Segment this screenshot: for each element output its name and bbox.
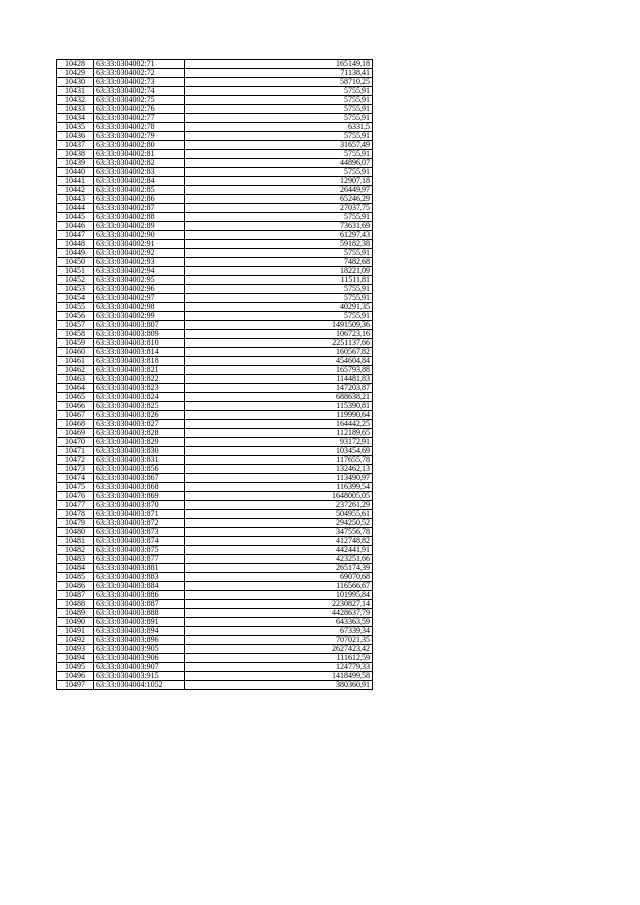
table-row — [57, 645, 373, 654]
cadastral-number-cell: 63:33:0304003:823 — [94, 384, 185, 393]
table-row — [57, 357, 373, 366]
table-row — [57, 555, 373, 564]
cadastral-number-cell: 63:33:0304003:830 — [94, 447, 185, 456]
row-number-cell: 10496 — [57, 672, 94, 681]
value-cell: 61297,43 — [185, 231, 373, 240]
value-cell: 5755,91 — [185, 105, 373, 114]
table-row — [57, 222, 373, 231]
row-number-cell: 10442 — [57, 186, 94, 195]
row-number-cell: 10468 — [57, 420, 94, 429]
row-number-cell: 10440 — [57, 168, 94, 177]
row-number-cell: 10430 — [57, 78, 94, 87]
row-number-cell: 10473 — [57, 465, 94, 474]
cadastral-number-cell: 63:33:0304002:78 — [94, 123, 185, 132]
table-row — [57, 618, 373, 627]
table-row — [57, 456, 373, 465]
cadastral-number-cell: 63:33:0304003:856 — [94, 465, 185, 474]
cadastral-number-cell: 63:33:0304002:90 — [94, 231, 185, 240]
table-row — [57, 186, 373, 195]
row-number-cell: 10463 — [57, 375, 94, 384]
value-cell: 5755,91 — [185, 150, 373, 159]
value-cell: 103454,69 — [185, 447, 373, 456]
table-row — [57, 321, 373, 330]
cadastral-number-cell: 63:33:0304003:883 — [94, 573, 185, 582]
row-number-cell: 10460 — [57, 348, 94, 357]
value-cell: 73631,69 — [185, 222, 373, 231]
value-cell: 147203,87 — [185, 384, 373, 393]
table-row — [57, 312, 373, 321]
row-number-cell: 10452 — [57, 276, 94, 285]
value-cell: 18221,09 — [185, 267, 373, 276]
cadastral-number-cell: 63:33:0304002:75 — [94, 96, 185, 105]
table-row — [57, 195, 373, 204]
table-row — [57, 402, 373, 411]
value-cell: 5755,91 — [185, 132, 373, 141]
row-number-cell: 10432 — [57, 96, 94, 105]
row-number-cell: 10447 — [57, 231, 94, 240]
table-row — [57, 249, 373, 258]
value-cell: 5755,91 — [185, 294, 373, 303]
row-number-cell: 10459 — [57, 339, 94, 348]
value-cell: 65246,29 — [185, 195, 373, 204]
table-row — [57, 474, 373, 483]
table-row — [57, 465, 373, 474]
value-cell: 44896,07 — [185, 159, 373, 168]
row-number-cell: 10474 — [57, 474, 94, 483]
row-number-cell: 10497 — [57, 681, 94, 690]
row-number-cell: 10492 — [57, 636, 94, 645]
cadastral-number-cell: 63:33:0304002:86 — [94, 195, 185, 204]
cadastral-number-cell: 63:33:0304003:871 — [94, 510, 185, 519]
row-number-cell: 10431 — [57, 87, 94, 96]
cadastral-number-cell: 63:33:0304003:872 — [94, 519, 185, 528]
value-cell: 11511,81 — [185, 276, 373, 285]
value-cell: 113490,97 — [185, 474, 373, 483]
table-row — [57, 609, 373, 618]
value-cell: 1491509,36 — [185, 321, 373, 330]
value-cell: 265174,39 — [185, 564, 373, 573]
cadastral-number-cell: 63:33:0304002:94 — [94, 267, 185, 276]
table-row — [57, 114, 373, 123]
cadastral-number-cell: 63:33:0304003:829 — [94, 438, 185, 447]
row-number-cell: 10465 — [57, 393, 94, 402]
cadastral-number-cell: 63:33:0304002:80 — [94, 141, 185, 150]
row-number-cell: 10481 — [57, 537, 94, 546]
table-row — [57, 519, 373, 528]
value-cell: 101995,84 — [185, 591, 373, 600]
cadastral-number-cell: 63:33:0304002:92 — [94, 249, 185, 258]
value-cell: 124779,33 — [185, 663, 373, 672]
value-cell: 688638,21 — [185, 393, 373, 402]
value-cell: 115390,81 — [185, 402, 373, 411]
row-number-cell: 10433 — [57, 105, 94, 114]
row-number-cell: 10488 — [57, 600, 94, 609]
value-cell: 31657,49 — [185, 141, 373, 150]
row-number-cell: 10495 — [57, 663, 94, 672]
table-row — [57, 384, 373, 393]
value-cell: 27037,75 — [185, 204, 373, 213]
table-row — [57, 420, 373, 429]
cadastral-number-cell: 63:33:0304003:831 — [94, 456, 185, 465]
row-number-cell: 10450 — [57, 258, 94, 267]
cadastral-number-cell: 63:33:0304002:91 — [94, 240, 185, 249]
row-number-cell: 10436 — [57, 132, 94, 141]
table-row — [57, 672, 373, 681]
value-cell: 119990,64 — [185, 411, 373, 420]
cadastral-number-cell: 63:33:0304003:881 — [94, 564, 185, 573]
table-row — [57, 303, 373, 312]
value-cell: 5755,91 — [185, 114, 373, 123]
cadastral-number-cell: 63:33:0304002:73 — [94, 78, 185, 87]
cadastral-number-cell: 63:33:0304003:905 — [94, 645, 185, 654]
row-number-cell: 10458 — [57, 330, 94, 339]
row-number-cell: 10451 — [57, 267, 94, 276]
table-row — [57, 582, 373, 591]
table-row — [57, 663, 373, 672]
row-number-cell: 10461 — [57, 357, 94, 366]
table-row — [57, 681, 373, 690]
table-row — [57, 564, 373, 573]
row-number-cell: 10437 — [57, 141, 94, 150]
table-row — [57, 258, 373, 267]
value-cell: 2230827,14 — [185, 600, 373, 609]
cadastral-number-cell: 63:33:0304003:809 — [94, 330, 185, 339]
table-row — [57, 537, 373, 546]
table-row — [57, 429, 373, 438]
value-cell: 347556,78 — [185, 528, 373, 537]
cadastral-number-cell: 63:33:0304002:87 — [94, 204, 185, 213]
value-cell: 5755,91 — [185, 96, 373, 105]
cadastral-number-cell: 63:33:0304002:72 — [94, 69, 185, 78]
cadastral-number-cell: 63:33:0304002:95 — [94, 276, 185, 285]
cadastral-number-cell: 63:33:0304003:825 — [94, 402, 185, 411]
value-cell: 93172,91 — [185, 438, 373, 447]
table-row — [57, 546, 373, 555]
cadastral-number-cell: 63:33:0304003:822 — [94, 375, 185, 384]
row-number-cell: 10455 — [57, 303, 94, 312]
value-cell: 5755,91 — [185, 285, 373, 294]
table-row — [57, 492, 373, 501]
cadastral-number-cell: 63:33:0304003:824 — [94, 393, 185, 402]
row-number-cell: 10444 — [57, 204, 94, 213]
table-row — [57, 366, 373, 375]
table-row — [57, 393, 373, 402]
row-number-cell: 10456 — [57, 312, 94, 321]
table-row — [57, 285, 373, 294]
cadastral-number-cell: 63:33:0304003:884 — [94, 582, 185, 591]
value-cell: 423251,66 — [185, 555, 373, 564]
row-number-cell: 10487 — [57, 591, 94, 600]
row-number-cell: 10462 — [57, 366, 94, 375]
table-row — [57, 87, 373, 96]
value-cell: 12907,18 — [185, 177, 373, 186]
row-number-cell: 10469 — [57, 429, 94, 438]
row-number-cell: 10478 — [57, 510, 94, 519]
table-row — [57, 69, 373, 78]
row-number-cell: 10466 — [57, 402, 94, 411]
row-number-cell: 10480 — [57, 528, 94, 537]
row-number-cell: 10483 — [57, 555, 94, 564]
cadastral-number-cell: 63:33:0304002:81 — [94, 150, 185, 159]
row-number-cell: 10484 — [57, 564, 94, 573]
cadastral-number-cell: 63:33:0304003:891 — [94, 618, 185, 627]
table-row — [57, 348, 373, 357]
table-row — [57, 240, 373, 249]
cadastral-number-cell: 63:33:0304002:71 — [94, 60, 185, 69]
cadastral-number-cell: 63:33:0304003:886 — [94, 591, 185, 600]
row-number-cell: 10475 — [57, 483, 94, 492]
row-number-cell: 10485 — [57, 573, 94, 582]
table-row — [57, 375, 373, 384]
table-row — [57, 123, 373, 132]
row-number-cell: 10464 — [57, 384, 94, 393]
value-cell: 59182,38 — [185, 240, 373, 249]
table-row — [57, 411, 373, 420]
value-cell: 111612,59 — [185, 654, 373, 663]
value-cell: 237261,29 — [185, 501, 373, 510]
row-number-cell: 10457 — [57, 321, 94, 330]
row-number-cell: 10445 — [57, 213, 94, 222]
row-number-cell: 10472 — [57, 456, 94, 465]
table-row — [57, 627, 373, 636]
value-cell: 58710,25 — [185, 78, 373, 87]
cadastral-number-cell: 63:33:0304003:807 — [94, 321, 185, 330]
table-row — [57, 78, 373, 87]
value-cell: 165149,18 — [185, 60, 373, 69]
table-row — [57, 600, 373, 609]
table-row — [57, 501, 373, 510]
value-cell: 294250,52 — [185, 519, 373, 528]
cadastral-number-cell: 63:33:0304002:83 — [94, 168, 185, 177]
cadastral-number-cell: 63:33:0304002:99 — [94, 312, 185, 321]
cadastral-number-cell: 63:33:0304003:906 — [94, 654, 185, 663]
table-row — [57, 96, 373, 105]
value-cell: 412748,82 — [185, 537, 373, 546]
row-number-cell: 10439 — [57, 159, 94, 168]
row-number-cell: 10467 — [57, 411, 94, 420]
table-row — [57, 528, 373, 537]
value-cell: 2251137,66 — [185, 339, 373, 348]
table-row — [57, 60, 373, 69]
table-row — [57, 105, 373, 114]
cadastral-number-cell: 63:33:0304002:84 — [94, 177, 185, 186]
table-row — [57, 510, 373, 519]
cadastral-number-cell: 63:33:0304003:868 — [94, 483, 185, 492]
value-cell: 116566,67 — [185, 582, 373, 591]
table-row — [57, 330, 373, 339]
cadastral-number-cell: 63:33:0304002:96 — [94, 285, 185, 294]
value-cell: 116399,54 — [185, 483, 373, 492]
value-cell: 504955,61 — [185, 510, 373, 519]
cadastral-number-cell: 63:33:0304003:870 — [94, 501, 185, 510]
row-number-cell: 10482 — [57, 546, 94, 555]
row-number-cell: 10435 — [57, 123, 94, 132]
value-cell: 380360,91 — [185, 681, 373, 690]
row-number-cell: 10434 — [57, 114, 94, 123]
row-number-cell: 10476 — [57, 492, 94, 501]
value-cell: 5755,91 — [185, 312, 373, 321]
cadastral-number-cell: 63:33:0304003:877 — [94, 555, 185, 564]
cadastral-number-cell: 63:33:0304003:814 — [94, 348, 185, 357]
table-row — [57, 168, 373, 177]
cadastral-number-cell: 63:33:0304003:894 — [94, 627, 185, 636]
value-cell: 7482,68 — [185, 258, 373, 267]
value-cell: 643363,59 — [185, 618, 373, 627]
row-number-cell: 10486 — [57, 582, 94, 591]
cadastral-number-cell: 63:33:0304003:907 — [94, 663, 185, 672]
table-row — [57, 447, 373, 456]
value-cell: 164442,25 — [185, 420, 373, 429]
cadastral-number-cell: 63:33:0304003:821 — [94, 366, 185, 375]
cadastral-number-cell: 63:33:0304003:875 — [94, 546, 185, 555]
value-cell: 1648005,05 — [185, 492, 373, 501]
value-cell: 114481,83 — [185, 375, 373, 384]
value-cell: 5755,91 — [185, 87, 373, 96]
value-cell: 4428637,79 — [185, 609, 373, 618]
cadastral-number-cell: 63:33:0304002:79 — [94, 132, 185, 141]
table-row — [57, 438, 373, 447]
value-cell: 6331,5 — [185, 123, 373, 132]
cadastral-number-cell: 63:33:0304004:1052 — [94, 681, 185, 690]
table-row — [57, 294, 373, 303]
cadastral-number-cell: 63:33:0304002:85 — [94, 186, 185, 195]
value-cell: 67339,34 — [185, 627, 373, 636]
cadastral-number-cell: 63:33:0304002:89 — [94, 222, 185, 231]
row-number-cell: 10470 — [57, 438, 94, 447]
row-number-cell: 10494 — [57, 654, 94, 663]
value-cell: 69070,68 — [185, 573, 373, 582]
table-row — [57, 276, 373, 285]
cadastral-number-cell: 63:33:0304003:826 — [94, 411, 185, 420]
row-number-cell: 10454 — [57, 294, 94, 303]
row-number-cell: 10429 — [57, 69, 94, 78]
cadastral-number-cell: 63:33:0304002:77 — [94, 114, 185, 123]
cadastral-number-cell: 63:33:0304003:810 — [94, 339, 185, 348]
value-cell: 71138,41 — [185, 69, 373, 78]
value-cell: 165793,88 — [185, 366, 373, 375]
value-cell: 707021,35 — [185, 636, 373, 645]
row-number-cell: 10428 — [57, 60, 94, 69]
value-cell: 5755,91 — [185, 168, 373, 177]
table-row — [57, 654, 373, 663]
row-number-cell: 10438 — [57, 150, 94, 159]
cadastral-number-cell: 63:33:0304003:827 — [94, 420, 185, 429]
cadastral-number-cell: 63:33:0304002:74 — [94, 87, 185, 96]
table-row — [57, 231, 373, 240]
row-number-cell: 10479 — [57, 519, 94, 528]
value-cell: 2627423,42 — [185, 645, 373, 654]
row-number-cell: 10493 — [57, 645, 94, 654]
cadastral-number-cell: 63:33:0304002:82 — [94, 159, 185, 168]
row-number-cell: 10489 — [57, 609, 94, 618]
value-cell: 106723,16 — [185, 330, 373, 339]
cadastral-number-cell: 63:33:0304003:874 — [94, 537, 185, 546]
table-row — [57, 483, 373, 492]
value-cell: 117655,78 — [185, 456, 373, 465]
cadastral-number-cell: 63:33:0304003:869 — [94, 492, 185, 501]
value-cell: 160567,82 — [185, 348, 373, 357]
value-cell: 454604,84 — [185, 357, 373, 366]
value-cell: 1418499,58 — [185, 672, 373, 681]
row-number-cell: 10477 — [57, 501, 94, 510]
table-row — [57, 339, 373, 348]
table-row — [57, 150, 373, 159]
value-cell: 5755,91 — [185, 249, 373, 258]
cadastral-number-cell: 63:33:0304003:887 — [94, 600, 185, 609]
row-number-cell: 10441 — [57, 177, 94, 186]
cadastral-number-cell: 63:33:0304003:915 — [94, 672, 185, 681]
cadastral-number-cell: 63:33:0304003:873 — [94, 528, 185, 537]
cadastral-number-cell: 63:33:0304003:896 — [94, 636, 185, 645]
cadastral-number-cell: 63:33:0304002:97 — [94, 294, 185, 303]
cadastral-number-cell: 63:33:0304002:76 — [94, 105, 185, 114]
value-cell: 132462,13 — [185, 465, 373, 474]
table-body — [57, 60, 373, 690]
table-row — [57, 141, 373, 150]
cadastral-number-cell: 63:33:0304003:888 — [94, 609, 185, 618]
row-number-cell: 10448 — [57, 240, 94, 249]
row-number-cell: 10453 — [57, 285, 94, 294]
cadastral-value-table — [56, 59, 373, 690]
table-row — [57, 267, 373, 276]
table-row — [57, 159, 373, 168]
row-number-cell: 10491 — [57, 627, 94, 636]
value-cell: 5755,91 — [185, 213, 373, 222]
table-row — [57, 591, 373, 600]
table-row — [57, 573, 373, 582]
value-cell: 112189,65 — [185, 429, 373, 438]
cadastral-number-cell: 63:33:0304003:867 — [94, 474, 185, 483]
row-number-cell: 10449 — [57, 249, 94, 258]
table-row — [57, 636, 373, 645]
value-cell: 40291,35 — [185, 303, 373, 312]
table-row — [57, 132, 373, 141]
row-number-cell: 10490 — [57, 618, 94, 627]
cadastral-number-cell: 63:33:0304003:828 — [94, 429, 185, 438]
table-row — [57, 177, 373, 186]
cadastral-number-cell: 63:33:0304003:818 — [94, 357, 185, 366]
cadastral-number-cell: 63:33:0304002:88 — [94, 213, 185, 222]
table-row — [57, 213, 373, 222]
value-cell: 26449,97 — [185, 186, 373, 195]
cadastral-number-cell: 63:33:0304002:98 — [94, 303, 185, 312]
value-cell: 442441,91 — [185, 546, 373, 555]
row-number-cell: 10446 — [57, 222, 94, 231]
table-row — [57, 204, 373, 213]
cadastral-number-cell: 63:33:0304002:93 — [94, 258, 185, 267]
row-number-cell: 10443 — [57, 195, 94, 204]
row-number-cell: 10471 — [57, 447, 94, 456]
